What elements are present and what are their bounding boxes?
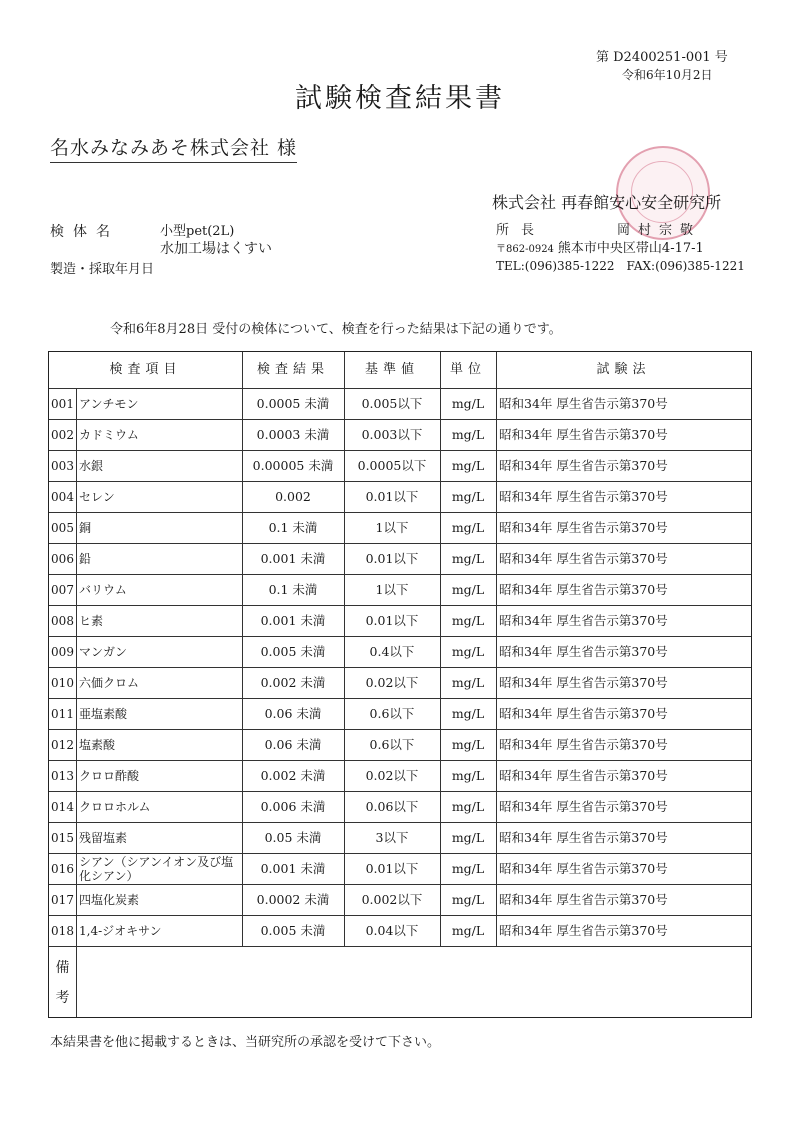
row-unit: mg/L [451,891,485,907]
document-title: 試験検査結果書 [295,83,505,114]
row-item-name: 六価クロム [79,675,140,690]
row-unit: mg/L [451,922,485,938]
row-number: 012 [51,737,74,752]
row-standard: 3以下 [375,829,409,845]
row-method: 昭和34年 厚生省告示第370号 [499,643,668,659]
row-unit: mg/L [451,705,485,721]
header-unit: 単位 [449,362,486,377]
row-number: 007 [51,582,74,597]
row-method: 昭和34年 厚生省告示第370号 [499,612,668,628]
table-column-divider [76,388,77,946]
row-item-name: 銅 [79,520,92,535]
row-number: 010 [51,675,74,690]
production-date-label: 製造・採取年月日 [50,262,155,277]
row-standard: 0.003以下 [361,426,423,442]
row-number: 013 [51,768,74,783]
row-number: 014 [51,799,74,814]
row-standard: 0.02以下 [365,674,419,690]
sample-name-line1: 小型pet(2L) [160,224,235,239]
remarks-cell[interactable] [77,946,751,1017]
row-unit: mg/L [451,395,485,411]
row-number: 006 [51,551,74,566]
table-column-divider [496,352,497,946]
row-result: 0.006 未満 [260,798,326,814]
row-method: 昭和34年 厚生省告示第370号 [499,767,668,783]
row-number: 009 [51,644,74,659]
row-standard: 0.01以下 [365,550,419,566]
lab-contact: TEL:(096)385-1222 FAX:(096)385-1221 [496,259,745,273]
row-item-name: 1,4-ジオキサン [79,923,162,938]
row-number: 008 [51,613,74,628]
row-method: 昭和34年 厚生省告示第370号 [499,798,668,814]
row-number: 001 [51,396,74,411]
row-result: 0.0003 未満 [256,426,330,442]
document-date: 令和6年10月2日 [622,68,713,82]
row-item-name: 亜塩素酸 [79,706,128,721]
row-result: 0.002 未満 [260,674,326,690]
row-standard: 0.01以下 [365,488,419,504]
row-method: 昭和34年 厚生省告示第370号 [499,426,668,442]
row-item-name: ヒ素 [79,613,104,628]
row-number: 016 [51,861,74,876]
row-result: 0.1 未満 [268,519,318,535]
row-standard: 0.6以下 [369,705,415,721]
row-result: 0.001 未満 [260,860,326,876]
row-item-name: 四塩化炭素 [79,892,140,907]
row-unit: mg/L [451,674,485,690]
row-method: 昭和34年 厚生省告示第370号 [499,891,668,907]
row-method: 昭和34年 厚生省告示第370号 [499,736,668,752]
remarks-label-char-2: 考 [55,990,70,1006]
director-label: 所長 [496,223,547,238]
row-standard: 0.0005以下 [357,457,427,473]
row-standard: 0.02以下 [365,767,419,783]
row-standard: 1以下 [375,519,409,535]
header-item: 検査項目 [109,362,182,377]
table-column-divider [344,352,345,946]
row-standard: 0.06以下 [365,798,419,814]
results-table [48,351,752,1018]
sample-name-line2: 水加工場はくすい [160,241,272,257]
row-standard: 0.01以下 [365,612,419,628]
row-item-name: 残留塩素 [79,830,128,845]
lab-zip: 〒862-0924 [496,244,554,255]
row-unit: mg/L [451,488,485,504]
row-item-name: クロロ酢酸 [79,768,140,783]
header-method: 試験法 [596,362,651,377]
row-result: 0.002 未満 [260,767,326,783]
row-unit: mg/L [451,457,485,473]
remarks-label [49,949,76,1017]
row-result: 0.002 [275,488,311,504]
row-standard: 1以下 [375,581,409,597]
row-item-name: 鉛 [79,551,92,566]
row-unit: mg/L [451,581,485,597]
row-unit: mg/L [451,767,485,783]
row-method: 昭和34年 厚生省告示第370号 [499,829,668,845]
row-method: 昭和34年 厚生省告示第370号 [499,519,668,535]
intro-text: 令和6年8月28日 受付の検体について、検査を行った結果は下記の通りです。 [110,322,562,337]
row-standard: 0.005以下 [361,395,423,411]
row-item-name: カドミウム [79,427,139,442]
row-number: 004 [51,489,74,504]
row-unit: mg/L [451,798,485,814]
table-column-divider [242,352,243,946]
row-standard: 0.4以下 [369,643,415,659]
lab-name: 株式会社 再春館安心安全研究所 [492,193,722,212]
row-unit: mg/L [451,519,485,535]
row-method: 昭和34年 厚生省告示第370号 [499,581,668,597]
row-number: 011 [51,706,74,721]
row-number: 017 [51,892,74,907]
row-result: 0.05 未満 [264,829,322,845]
row-standard: 0.6以下 [369,736,415,752]
lab-street: 熊本市中央区帯山4-17-1 [557,241,704,256]
row-standard: 0.01以下 [365,860,419,876]
row-unit: mg/L [451,829,485,845]
row-method: 昭和34年 厚生省告示第370号 [499,488,668,504]
row-result: 0.06 未満 [264,736,322,752]
row-result: 0.005 未満 [260,643,326,659]
row-method: 昭和34年 厚生省告示第370号 [499,860,668,876]
row-method: 昭和34年 厚生省告示第370号 [499,705,668,721]
row-unit: mg/L [451,643,485,659]
row-method: 昭和34年 厚生省告示第370号 [499,395,668,411]
table-column-divider [440,352,441,946]
row-item-name: アンチモン [79,396,139,411]
row-number: 018 [51,923,74,938]
row-result: 0.06 未満 [264,705,322,721]
row-method: 昭和34年 厚生省告示第370号 [499,922,668,938]
row-number: 002 [51,427,74,442]
row-result: 0.001 未満 [260,550,326,566]
row-unit: mg/L [451,612,485,628]
client-name: 名水みなみあそ株式会社 様 [50,133,297,163]
footer-note: 本結果書を他に掲載するときは、当研究所の承認を受けて下さい。 [50,1035,441,1050]
sample-name-label: 検体名 [50,224,119,240]
row-method: 昭和34年 厚生省告示第370号 [499,550,668,566]
row-method: 昭和34年 厚生省告示第370号 [499,457,668,473]
row-unit: mg/L [451,550,485,566]
row-item-name: クロロホルム [79,799,151,814]
row-result: 0.001 未満 [260,612,326,628]
row-unit: mg/L [451,736,485,752]
document-number: 第 D2400251-001 号 [596,50,728,65]
lab-address [496,237,704,256]
row-item-name: シアン（シアンイオン及び塩化シアン） [79,854,234,883]
row-item-name: 水銀 [79,458,104,473]
row-method: 昭和34年 厚生省告示第370号 [499,674,668,690]
row-item-name: 塩素酸 [79,737,116,752]
row-number: 005 [51,520,74,535]
row-number: 015 [51,830,74,845]
row-result: 0.0005 未満 [256,395,330,411]
row-result: 0.1 未満 [268,581,318,597]
row-item-name: マンガン [79,644,128,659]
row-item-name: バリウム [79,582,127,597]
remarks-label-char-1: 備 [55,960,70,976]
header-standard: 基準値 [364,362,419,377]
row-item-name: セレン [79,489,115,504]
header-result: 検査結果 [256,362,329,377]
row-standard: 0.04以下 [365,922,419,938]
row-standard: 0.002以下 [361,891,423,907]
row-unit: mg/L [451,426,485,442]
row-result: 0.00005 未満 [252,457,334,473]
row-result: 0.0002 未満 [256,891,330,907]
row-unit: mg/L [451,860,485,876]
director-name: 岡村宗敬 [617,223,702,238]
row-number: 003 [51,458,74,473]
row-result: 0.005 未満 [260,922,326,938]
